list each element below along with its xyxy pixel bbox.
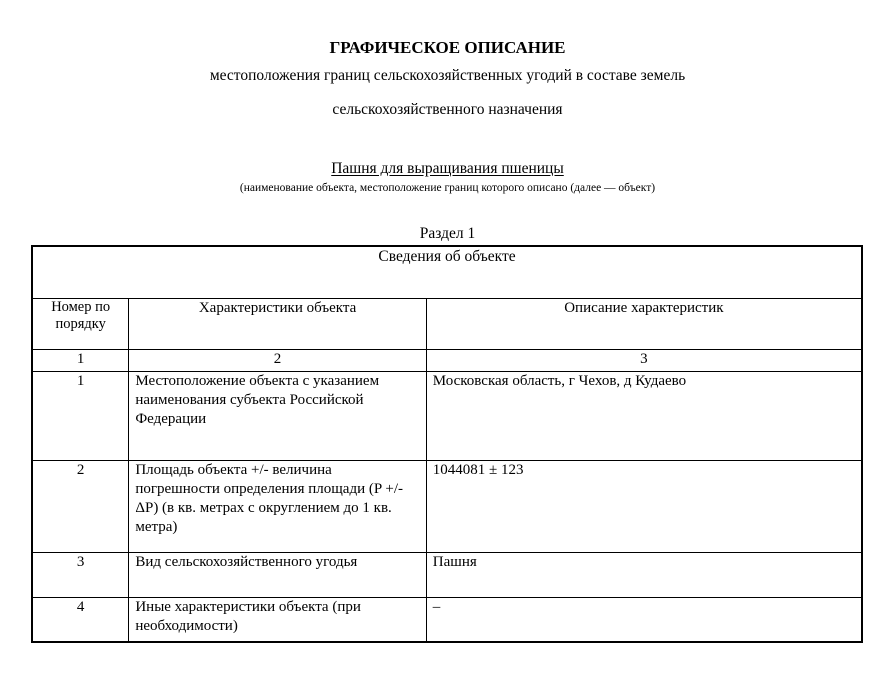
column-index: 3	[426, 350, 862, 372]
row-value: 1044081 ± 123	[426, 461, 862, 553]
column-header-number: Номер по порядку	[32, 299, 129, 350]
row-number: 4	[32, 598, 129, 643]
table-row	[32, 372, 862, 461]
document-subtitle-line1: местоположения границ сельскохозяйственных угодий в составе земель	[209, 67, 686, 84]
row-characteristic: Местоположение объекта с указанием наименования субъекта Российской Федерации	[129, 372, 426, 461]
object-info-table	[31, 245, 863, 643]
table-title: Сведения об объекте	[32, 246, 862, 299]
column-header-characteristics: Характеристики объекта	[129, 299, 426, 350]
row-characteristic: Иные характеристики объекта (при необходимости)	[129, 598, 426, 643]
table-title-row	[32, 246, 862, 299]
row-value: Пашня	[426, 553, 862, 598]
document-title: ГРАФИЧЕСКОЕ ОПИСАНИЕ	[329, 38, 566, 57]
row-number: 1	[32, 372, 129, 461]
column-header-row	[32, 299, 862, 350]
object-name: Пашня для выращивания пшеницы	[331, 160, 564, 177]
document-subtitle-line2: сельскохозяйственного назначения	[332, 101, 563, 118]
column-index: 1	[32, 350, 129, 372]
object-name-block	[0, 160, 895, 178]
row-value: –	[426, 598, 862, 643]
table-row	[32, 553, 862, 598]
row-number: 3	[32, 553, 129, 598]
column-index-row	[32, 350, 862, 372]
row-value: Московская область, г Чехов, д Кудаево	[426, 372, 862, 461]
column-header-description: Описание характеристик	[426, 299, 862, 350]
table-row	[32, 598, 862, 643]
table-row	[32, 461, 862, 553]
object-caption: (наименование объекта, местоположение границ которого описано (далее — объект)	[239, 182, 656, 194]
column-index: 2	[129, 350, 426, 372]
row-characteristic: Площадь объекта +/- величина погрешности определения площади (P +/- ΔP) (в кв. метрах с округлением до 1 кв. метра)	[129, 461, 426, 553]
section-label: Раздел 1	[419, 225, 476, 242]
row-number: 2	[32, 461, 129, 553]
row-characteristic: Вид сельскохозяйственного угодья	[129, 553, 426, 598]
